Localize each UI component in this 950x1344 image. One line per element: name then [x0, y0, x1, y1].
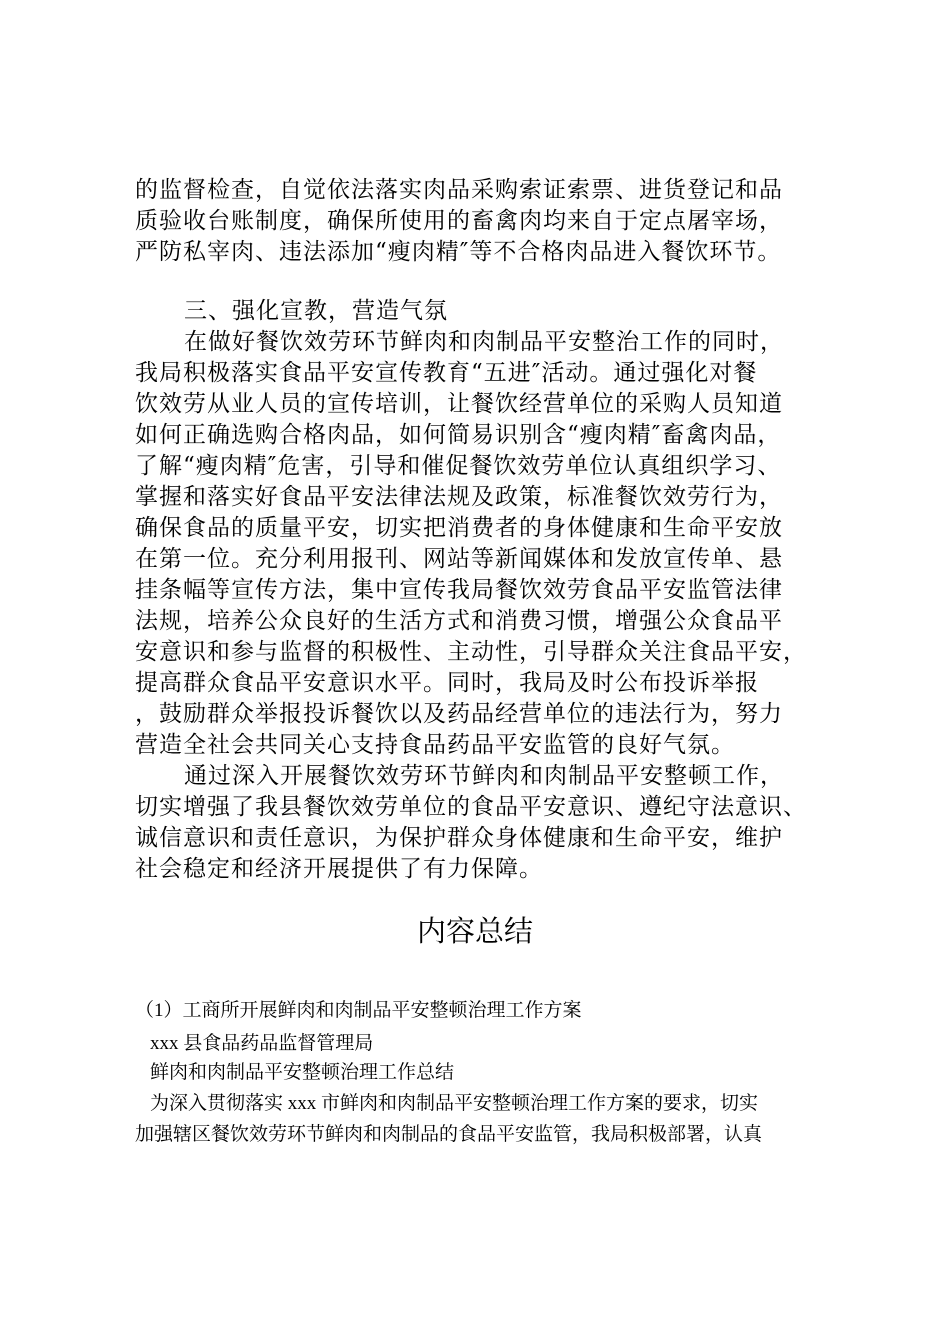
- body-text-line: 社会稳定和经济开展提供了有力保障。: [135, 856, 543, 882]
- summary-line: 加强辖区餐饮效劳环节鲜肉和肉制品的食品平安监管，我局积极部署，认真: [135, 1124, 763, 1145]
- summary-line: xxx 县食品药品监督管理局: [150, 1033, 374, 1054]
- section-heading: 三、强化宣教，营造气氛: [184, 298, 448, 324]
- body-text-line: 营造全社会共同关心支持食品药品平安监管的良好气氛。: [135, 732, 735, 758]
- summary-line: 为深入贯彻落实 xxx 市鲜肉和肉制品平安整顿治理工作方案的要求，切实: [150, 1093, 759, 1114]
- body-text-line: 确保食品的质量平安，切实把消费者的身体健康和生命平安放: [135, 515, 783, 541]
- body-text-line: ，鼓励群众举报投诉餐饮以及药品经营单位的违法行为，努力: [135, 701, 783, 727]
- body-text-line: 在做好餐饮效劳环节鲜肉和肉制品平安整治工作的同时，: [184, 329, 784, 355]
- body-text-line: 提高群众食品平安意识水平。同时，我局及时公布投诉举报: [135, 670, 759, 696]
- summary-line: 鲜肉和肉制品平安整顿治理工作总结: [150, 1062, 455, 1083]
- body-text-line: 安意识和参与监督的积极性、主动性，引导群众关注食品平安，: [135, 639, 807, 665]
- body-text-line: 质验收台账制度，确保所使用的畜禽肉均来自于定点屠宰场，: [135, 208, 783, 234]
- body-text-line: 法规，培养公众良好的生活方式和消费习惯，增强公众食品平: [135, 608, 783, 634]
- body-text-line: 严防私宰肉、违法添加“瘦肉精″等不合格肉品进入餐饮环节。: [135, 239, 782, 265]
- body-text-line: 在第一位。充分利用报刊、网站等新闻媒体和发放宣传单、悬: [135, 546, 783, 572]
- summary-title: 内容总结: [416, 916, 533, 948]
- body-text-line: 切实增强了我县餐饮效劳单位的食品平安意识、遵纪守法意识、: [135, 794, 807, 820]
- body-text-line: 的监督检查，自觉依法落实肉品采购索证索票、进货登记和品: [135, 177, 783, 203]
- body-text-line: 饮效劳从业人员的宣传培训，让餐饮经营单位的采购人员知道: [135, 391, 783, 417]
- body-text-line: 如何正确选购合格肉品，如何简易识别含“瘦肉精″畜禽肉品，: [135, 422, 782, 448]
- summary-line: （1）工商所开展鲜肉和肉制品平安整顿治理工作方案: [135, 1000, 582, 1021]
- body-text-line: 通过深入开展餐饮效劳环节鲜肉和肉制品平安整顿工作，: [184, 763, 784, 789]
- body-text-line: 我局积极落实食品平安宣传教育“五进″活动。通过强化对餐: [135, 360, 758, 386]
- body-text-line: 掌握和落实好食品平安法律法规及政策，标准餐饮效劳行为，: [135, 484, 783, 510]
- body-text-line: 诚信意识和责任意识，为保护群众身体健康和生命平安，维护: [135, 825, 783, 851]
- body-text-line: 了解“瘦肉精″危害，引导和催促餐饮效劳单位认真组织学习、: [135, 453, 782, 479]
- body-text-line: 挂条幅等宣传方法，集中宣传我局餐饮效劳食品平安监管法律: [135, 577, 783, 603]
